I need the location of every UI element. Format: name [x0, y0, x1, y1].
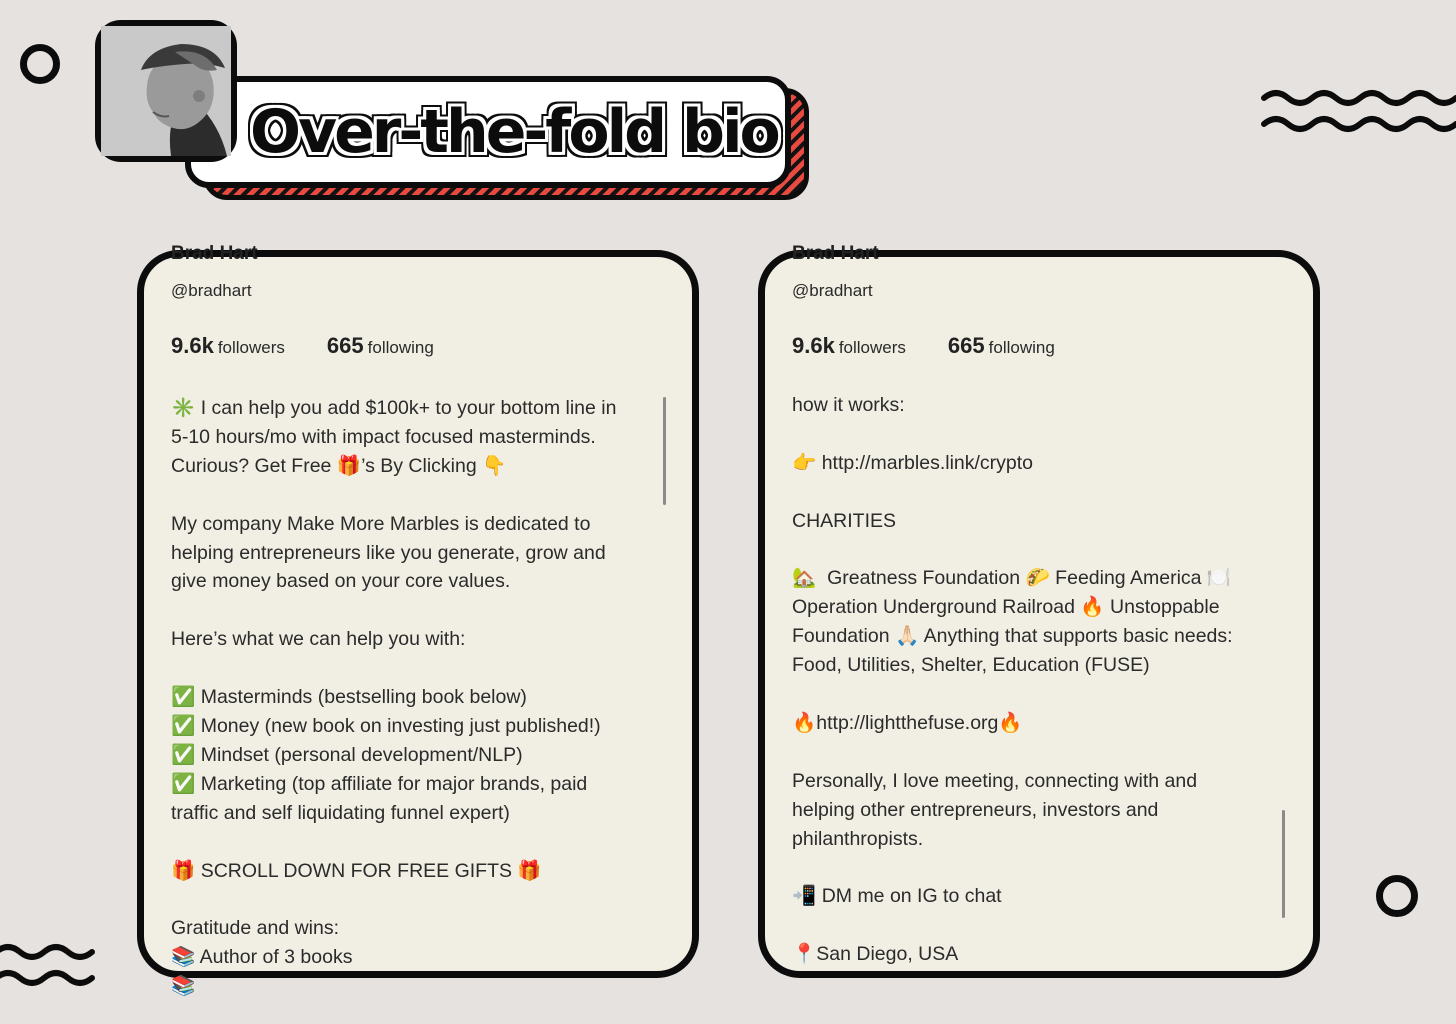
- profile-bio: ✳️ I can help you add $100k+ to your bottom line in 5-10 hours/mo with impact focused masterminds. Curious? Get Free 🎁’s By Clicking 👇 My company Make More Marbles is dedicated to helping entrepreneurs like you generate, grow and give money based on your core values. Here’s what we can help you with: ✅ Masterminds (bestselling book below) ✅ Money (new book on investing just published!) ✅ Mindset (personal development/NLP) ✅ Marketing (top affiliate for major brands, paid traffic and self liquidating funnel expert) 🎁 SCROLL DOWN FOR FREE GIFTS 🎁 Gratitude and wins: 📚 Author of 3 books 📚: [171, 397, 617, 998]
- followers-label: followers: [838, 338, 906, 357]
- decorative-circle-top-left: [20, 44, 60, 84]
- followers-label: followers: [217, 338, 285, 357]
- followers-stat[interactable]: [792, 333, 906, 359]
- page-title: Over-the-fold bio: [250, 97, 778, 167]
- profile-handle: @bradhart: [792, 281, 873, 300]
- profile-handle: @bradhart: [171, 281, 252, 300]
- profile-stats: [792, 333, 1055, 359]
- following-count: 665: [326, 333, 364, 358]
- avatar-portrait-image: [101, 26, 231, 156]
- following-stat[interactable]: [948, 333, 1055, 359]
- bio-scrollbar[interactable]: [1282, 810, 1285, 918]
- avatar: [95, 20, 237, 162]
- following-stat[interactable]: [327, 333, 434, 359]
- profile-card-content: [792, 243, 1287, 971]
- profile-name: Brad Hart: [171, 243, 258, 264]
- followers-count: 9.6k: [792, 333, 835, 358]
- profile-card-left: [137, 243, 699, 998]
- decorative-wave-bottom-left: [0, 940, 80, 996]
- profile-name: Brad Hart: [792, 243, 879, 264]
- followers-stat[interactable]: [171, 333, 285, 359]
- decorative-wave-top-right: [1260, 86, 1456, 142]
- decorative-circle-bottom-right: [1376, 875, 1418, 917]
- following-label: following: [988, 338, 1055, 357]
- profile-card-content: [171, 243, 666, 998]
- profile-bio: how it works: 👉 http://marbles.link/crypto CHARITIES 🏡 Greatness Foundation 🌮 Feeding America 🍽️ Operation Underground Railroad 🔥 Unstoppable Foundation 🙏🏻 Anything that supports basic needs: Food, Utilities, Shelter, Education (FUSE) 🔥http://lightthefuse.org🔥 Personally, I love meeting, connecting with and helping other entrepreneurs, investors and philanthropists. 📲 DM me on IG to chat 📍San Diego, USA: [792, 394, 1233, 966]
- profile-stats: [171, 333, 434, 359]
- followers-count: 9.6k: [171, 333, 214, 358]
- profile-card-right: [758, 243, 1320, 978]
- bio-scrollbar[interactable]: [663, 397, 666, 505]
- following-count: 665: [947, 333, 985, 358]
- following-label: following: [367, 338, 434, 357]
